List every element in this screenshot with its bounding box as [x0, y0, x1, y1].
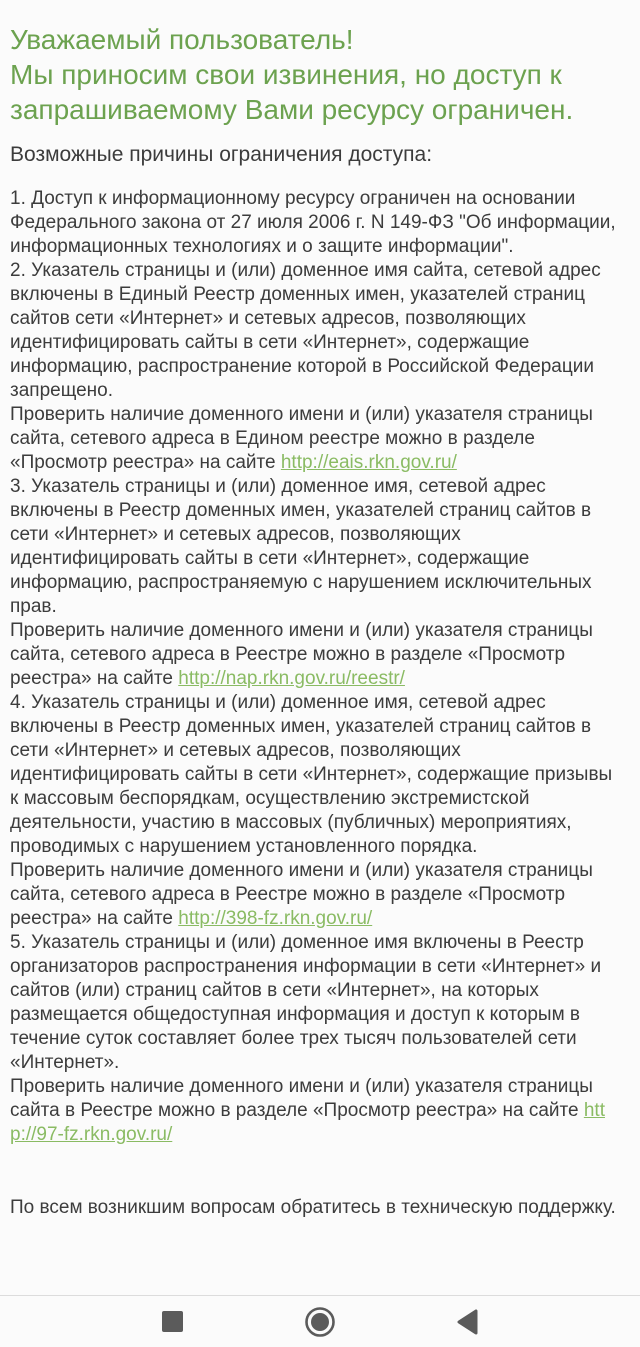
home-button[interactable]	[300, 1302, 340, 1342]
link-nap-rkn[interactable]: http://nap.rkn.gov.ru/reestr/	[178, 668, 405, 689]
recents-button[interactable]	[152, 1302, 192, 1342]
android-navigation-bar	[0, 1295, 640, 1347]
back-triangle-icon	[455, 1307, 481, 1337]
reason-2-text: 2. Указатель страницы и (или) доменное имя сайта, сетевой адрес включены в Единый Реестр доменных имен, указателей страниц сайтов сети «Интернет» и сетевых адресов, позволяющих идентифицировать сайты в сети «Интернет», содержащие информацию, распространение которой в Российской Федерации запрещено.	[10, 260, 601, 401]
reason-3-check	[10, 619, 620, 691]
reason-2-check	[10, 403, 620, 475]
link-eais-rkn[interactable]: http://eais.rkn.gov.ru/	[280, 452, 457, 473]
reason-2-check-text: Проверить наличие доменного имени и (или) указателя страницы сайта, сетевого адреса в Едином реестре можно в разделе «Просмотр реестра» на сайте	[10, 404, 593, 473]
link-398-fz-rkn[interactable]: http://398-fz.rkn.gov.ru/	[178, 908, 373, 929]
reasons-list	[10, 187, 620, 1147]
reason-1-text: 1. Доступ к информационному ресурсу ограничен на основании Федерального закона от 27 июля 2006 г. N 149-ФЗ "Об информации, информационных технологиях и о защите информации".	[10, 188, 616, 257]
reason-5-check	[10, 1075, 620, 1147]
reason-3-check-text: Проверить наличие доменного имени и (или) указателя страницы сайта, сетевого адреса в Реестре можно в разделе «Просмотр реестра» на сайте	[10, 620, 593, 689]
intro-text: Возможные причины ограничения доступа:	[10, 143, 433, 166]
recents-square-icon	[162, 1311, 183, 1332]
reason-5-check-text: Проверить наличие доменного имени и (или) указателя страницы сайта в Реестре можно в разделе «Просмотр реестра» на сайте	[10, 1076, 593, 1121]
support-note: По всем возникшим вопросам обратитесь в техническую поддержку.	[10, 1197, 616, 1218]
reason-3-text: 3. Указатель страницы и (или) доменное имя, сетевой адрес включены в Реестр доменных имен, указателей страниц сайтов в сети «Интернет» и сетевых адресов, позволяющих идентифицировать сайты в сети «Интернет», содержащие информацию, распространяемую с нарушением исключительных прав.	[10, 476, 592, 617]
reason-4-text: 4. Указатель страницы и (или) доменное имя, сетевой адрес включены в Реестр доменных имен, указателей страниц сайтов в сети «Интернет» и сетевых адресов, позволяющих идентифицировать сайты в сети «Интернет», содержащие призывы к массовым беспорядкам, осуществлению экстремистской деятельности, участию в массовых (публичных) мероприятиях, проводимых с нарушением установленного порядка.	[10, 692, 613, 857]
page-title	[10, 22, 620, 127]
back-button[interactable]	[448, 1302, 488, 1342]
reason-5-text: 5. Указатель страницы и (или) доменное имя включены в Реестр организаторов распространения информации в сети «Интернет» и сайтов (или) страниц сайтов в сети «Интернет», на которых размещается общедоступная информация и доступ к которым в течение суток составляет более трех тысяч пользователей сети «Интернет».	[10, 932, 602, 1073]
reason-4-check-text: Проверить наличие доменного имени и (или) указателя страницы сайта, сетевого адреса в Реестре можно в разделе «Просмотр реестра» на сайте	[10, 860, 593, 929]
home-circle-icon	[303, 1305, 337, 1339]
title-line-2: Мы приносим свои извинения, но доступ к запрашиваемому Вами ресурсу ограничен.	[10, 59, 574, 125]
reason-4-check	[10, 859, 620, 931]
link-97-fz-rkn[interactable]: http://97-fz.rkn.gov.ru/	[10, 1100, 605, 1145]
title-line-1: Уважаемый пользователь!	[10, 24, 354, 55]
